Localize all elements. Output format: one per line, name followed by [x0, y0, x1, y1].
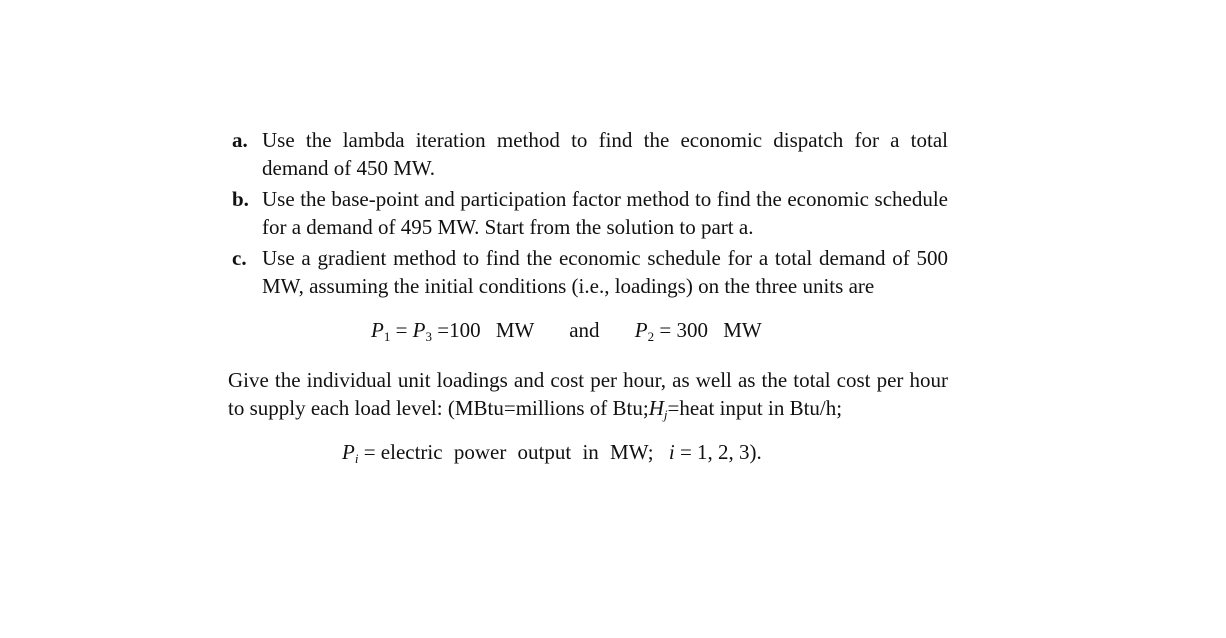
def-range: = 1, 2, 3).	[679, 440, 762, 464]
eq-symbol-p1: P	[371, 318, 384, 342]
paragraph-after: =heat input in Btu/h;	[667, 396, 843, 420]
symbol-h: H	[648, 396, 664, 420]
def-sub-i: i	[354, 451, 359, 466]
eq-unit: MW	[495, 318, 534, 342]
item-label: a.	[232, 128, 248, 152]
eq-sub-2: 2	[647, 329, 655, 344]
eq-equals: =	[659, 318, 672, 342]
instructions-paragraph	[228, 366, 948, 422]
eq-symbol-p2: P	[634, 318, 648, 342]
def-symbol-p: P	[342, 440, 355, 464]
item-text: Use the lambda iteration method to find the economic dispatch for a total demand of 450 MW.	[262, 128, 948, 180]
eq-sub-1: 1	[383, 329, 391, 344]
eq-equals: =	[437, 318, 450, 342]
item-text: Use the base-point and participation factor method to find the economic schedule for a demand of 495 MW. Start from the solution to part a.	[262, 187, 948, 239]
eq-and: and	[569, 318, 600, 342]
def-symbol-i: i	[668, 440, 675, 464]
def-equals: =	[363, 440, 376, 464]
eq-sub-3: 3	[425, 329, 432, 344]
paragraph-text: Give the individual unit loadings and cost per hour, as well as the total cost per hour to supply each load level: (MBtu=millions of Btu;	[228, 368, 948, 420]
eq-value-300: 300	[676, 318, 708, 342]
eq-symbol-p3: P	[412, 318, 426, 342]
item-label: c.	[232, 246, 247, 270]
item-text: Use a gradient method to find the economic schedule for a total demand of 500 MW, assuming the initial conditions (i.e., loadings) on the three units are	[262, 246, 948, 298]
initial-conditions-equation	[371, 316, 948, 344]
eq-unit: MW	[723, 318, 762, 342]
symbol-h-sub: j	[663, 407, 668, 422]
document-body	[228, 126, 948, 466]
list-item-c	[228, 244, 948, 300]
eq-equals: =	[395, 318, 408, 342]
eq-value-100: 100	[449, 318, 481, 342]
definition-equation	[342, 438, 948, 466]
list-item-a	[228, 126, 948, 182]
list-item-b	[228, 185, 948, 241]
def-words: electric power output in MW;	[380, 440, 654, 464]
item-label: b.	[232, 187, 249, 211]
